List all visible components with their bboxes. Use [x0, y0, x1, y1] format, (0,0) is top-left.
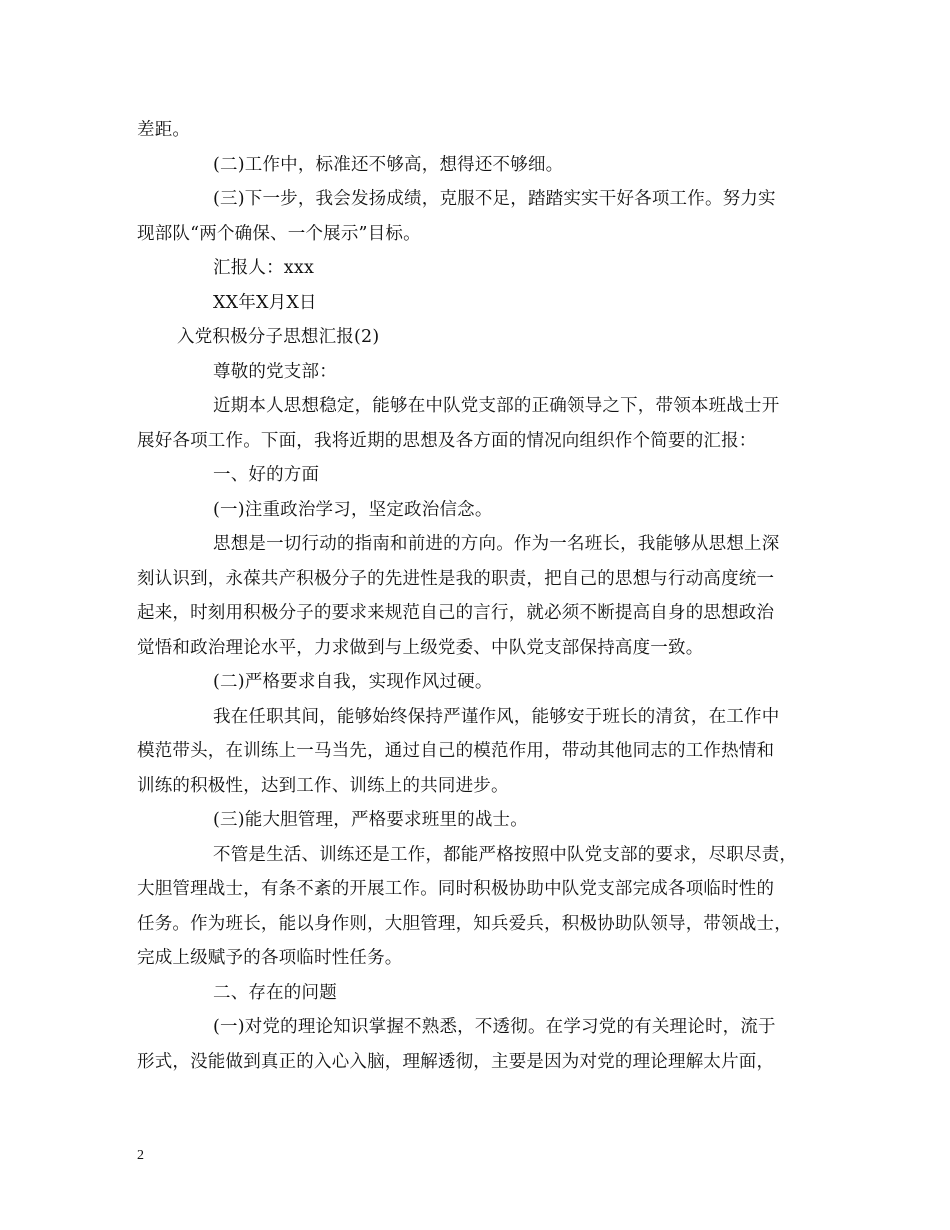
body-line: 任务。作为班长，能以身作则，大胆管理，知兵爱兵，积极协助队领导，带领战士，: [137, 913, 792, 934]
heading-good-aspects: 一、好的方面: [213, 465, 320, 485]
body-line: 模范带头，在训练上一马当先，通过自己的模范作用，带动其他同志的工作热情和: [137, 741, 775, 761]
body-line: 起来，时刻用积极分子的要求来规范自己的言行，就必须不断提高自身的思想政治: [137, 603, 775, 623]
document-body: [137, 113, 823, 1079]
body-line: 思想是一切行动的指南和前进的方向。作为一名班长，我能够从思想上深: [213, 534, 780, 554]
body-line: 形式，没能做到真正的入心入脑，理解透彻，主要是因为对党的理论理解太片面，: [137, 1051, 775, 1072]
subheading: (三)能大胆管理，严格要求班里的战士。: [213, 810, 528, 830]
body-line: 训练的积极性，达到工作、训练上的共同进步。: [137, 775, 509, 796]
body-line: 完成上级赋予的各项临时性任务。: [137, 948, 403, 968]
body-line: 近期本人思想稳定，能够在中队党支部的正确领导之下，带领本班战士开: [213, 396, 780, 416]
body-line: 大胆管理战士，有条不紊的开展工作。同时积极协助中队党支部完成各项临时性的: [137, 879, 775, 899]
body-line: 差距。: [137, 120, 191, 140]
body-line: (三)下一步，我会发扬成绩，克服不足，踏踏实实干好各项工作。努力实: [213, 189, 776, 209]
body-line: 不管是生活、训练还是工作，都能严格按照中队党支部的要求，尽职尽责，: [213, 844, 798, 865]
page-number: 2: [137, 1148, 144, 1163]
body-line: 刻认识到，永葆共产积极分子的先进性是我的职责，把自己的思想与行动高度统一: [137, 568, 775, 589]
subheading: (一)注重政治学习，坚定政治信念。: [213, 499, 493, 520]
body-line: 我在任职其间，能够始终保持严谨作风，能够安于班长的清贫，在工作中: [213, 706, 780, 727]
body-line: 现部队“两个确保、一个展示”目标。: [137, 223, 421, 244]
body-line: (一)对党的理论知识掌握不熟悉，不透彻。在学习党的有关理论时，流于: [213, 1017, 776, 1037]
reporter-line: 汇报人：xxx: [213, 258, 315, 278]
salutation: 尊敬的党支部：: [213, 361, 337, 382]
body-line: (二)工作中，标准还不够高，想得还不够细。: [213, 154, 564, 175]
section-title: 入党积极分子思想汇报(2): [177, 327, 380, 347]
date-line: XX年X月X日: [213, 292, 317, 313]
heading-problems: 二、存在的问题: [213, 982, 337, 1003]
body-line: 展好各项工作。下面，我将近期的思想及各方面的情况向组织作个简要的汇报：: [137, 430, 757, 451]
subheading: (二)严格要求自我，实现作风过硬。: [213, 672, 493, 692]
body-line: 觉悟和政治理论水平，力求做到与上级党委、中队党支部保持高度一致。: [137, 637, 704, 658]
